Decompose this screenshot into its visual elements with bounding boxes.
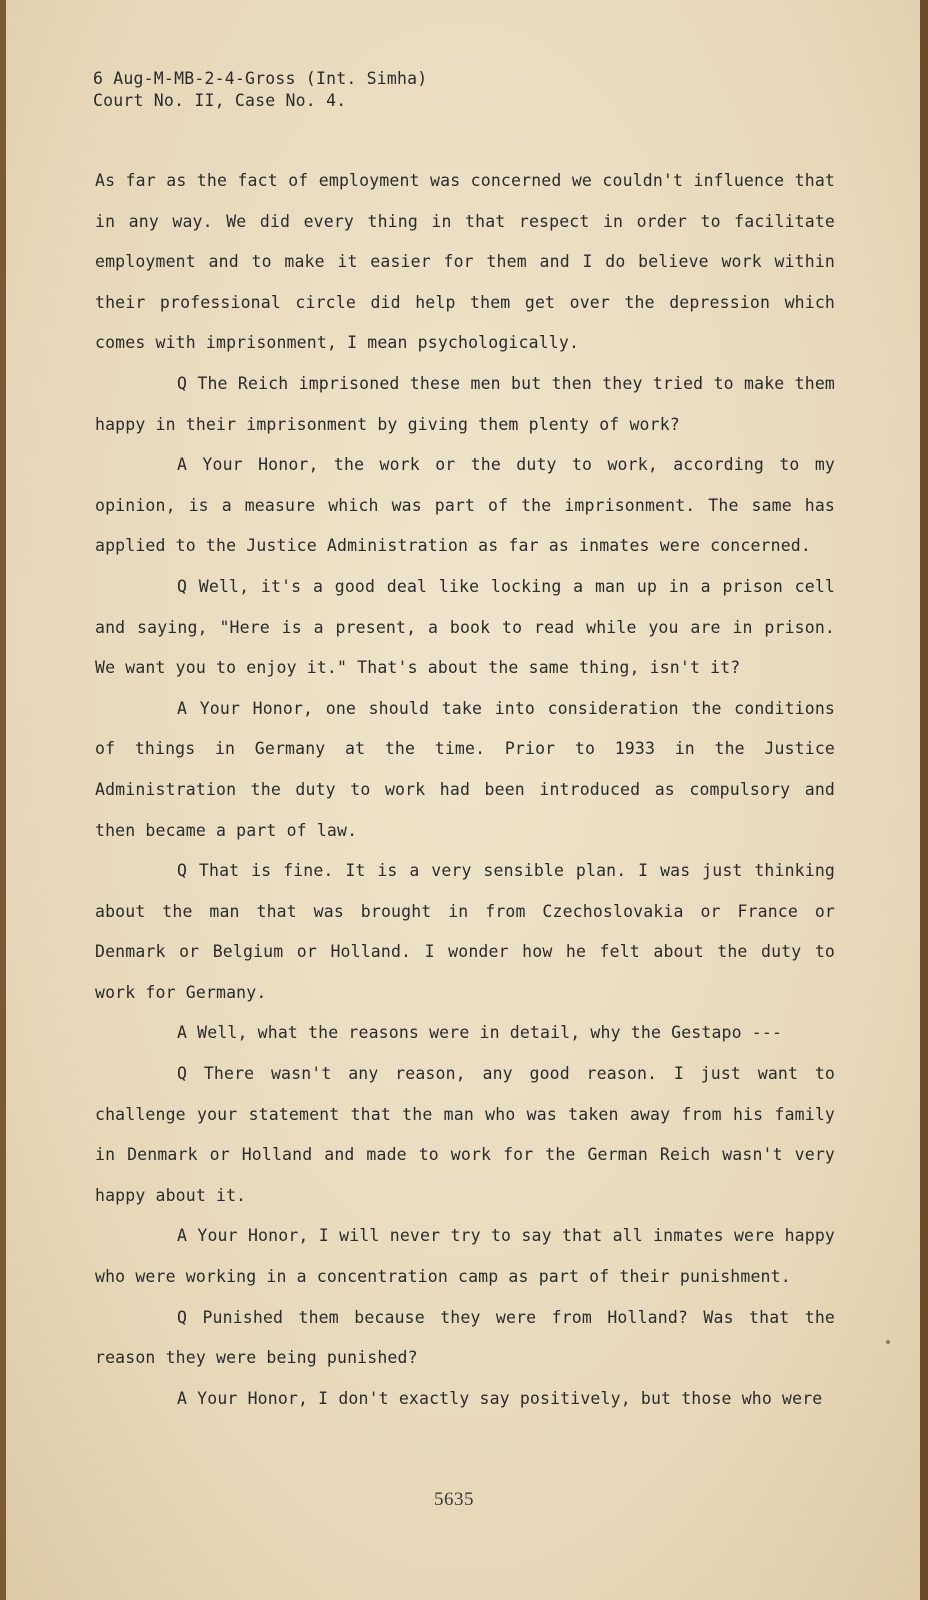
transcript-paragraph: Q Punished them because they were from Holland? Was that the reason they were being punished? xyxy=(95,1307,835,1368)
transcript-paragraph: Q Well, it's a good deal like locking a man up in a prison cell and saying, "Here is a present, a book to read while you are in prison. We want you to enjoy it." That's about the same thing, isn't it? xyxy=(95,576,835,678)
transcript-paragraph: A Your Honor, the work or the duty to work, according to my opinion, is a measure which was part of the imprisonment. The same has applied to the Justice Administration as far as inmates were concerned. xyxy=(95,455,835,556)
transcript-paragraph: Q That is fine. It is a very sensible plan. I was just thinking about the man that was brought in from Czechoslovakia or France or Denmark or Belgium or Holland. I wonder how he felt about the duty to work for Germany. xyxy=(95,861,835,1002)
document-header xyxy=(93,68,427,112)
transcript-paragraph: A Your Honor, I will never try to say that all inmates were happy who were working in a concentration camp as part of their punishment. xyxy=(95,1226,835,1287)
header-line-2: Court No. II, Case No. 4. xyxy=(93,91,347,110)
transcript-paragraph: A Your Honor, I don't exactly say positively, but those who were xyxy=(177,1388,823,1408)
transcript-paragraph: A Your Honor, one should take into consideration the conditions of things in Germany at the time. Prior to 1933 in the Justice Administration the duty to work had been introduced as compulsory and then became a part of law. xyxy=(95,698,835,840)
transcript-paragraph: A Well, what the reasons were in detail, why the Gestapo --- xyxy=(177,1023,783,1043)
transcript-paragraph: Q The Reich imprisoned these men but then they tried to make them happy in their imprisonment by giving them plenty of work? xyxy=(95,373,835,434)
header-line-1: 6 Aug-M-MB-2-4-Gross (Int. Simha) xyxy=(93,69,428,88)
transcript-paragraph: As far as the fact of employment was concerned we couldn't influence that in any way. We did every thing in that respect in order to facilitate employment and to make it easier for them and I do believe work within their professional circle did help them get over the depression which comes with imprisonment, I mean psychologically. xyxy=(95,171,835,353)
transcript-paragraph: Q There wasn't any reason, any good reason. I just want to challenge your statement that the man who was taken away from his family in Denmark or Holland and made to work for the German Reich wasn't very happy about it. xyxy=(95,1064,835,1205)
page-number: 5635 xyxy=(434,1489,474,1510)
paper-speck xyxy=(886,1340,890,1344)
transcript-body xyxy=(95,161,835,1419)
